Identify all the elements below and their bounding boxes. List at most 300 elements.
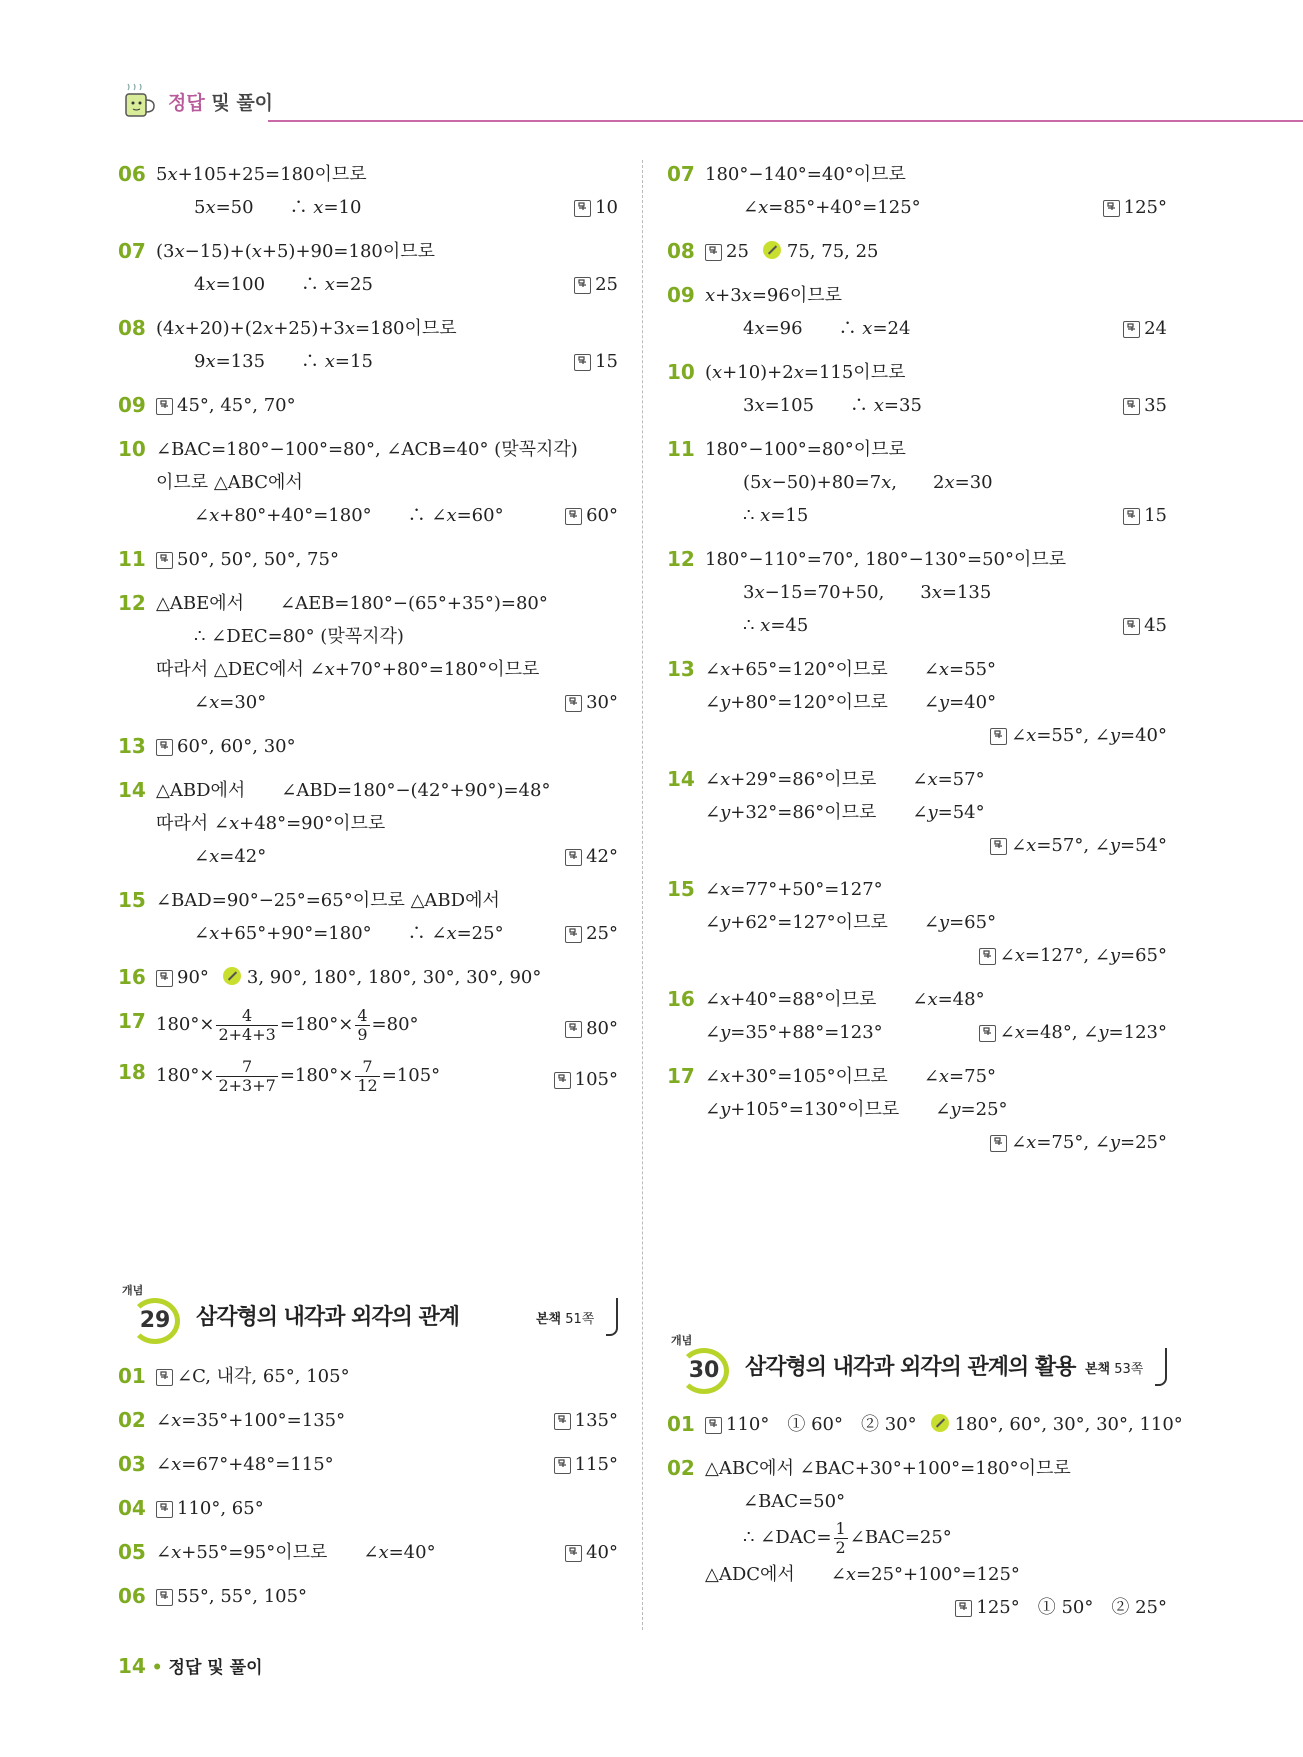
final-answer-value: ∠𝑥=55°, ∠𝑦=40° [1011,725,1167,746]
section-30-heading [667,1332,1167,1388]
final-answer [554,1448,618,1481]
solution-text: ∠𝑥=85°+40°=125° [743,197,921,218]
section-title: 삼각형의 내각과 외각의 관계의 활용 [745,1355,1076,1380]
problem-number: 11 [667,437,695,461]
problem-number: 16 [667,987,695,1011]
answer-box-icon [565,508,582,525]
solution-text: 따라서 ∠𝑥+48°=90°이므로 [156,813,386,834]
solution-line [118,191,618,224]
problem-number: 18 [118,1060,146,1084]
answer-item [118,774,618,873]
solution-line [118,884,618,917]
problem-number: 12 [667,547,695,571]
fraction-numerator: 4 [357,1005,368,1025]
answer-item [667,1408,1183,1441]
pencil-icon [763,241,781,259]
solution-text: =105° [381,1065,441,1086]
answer-box-icon [565,926,582,943]
answer-item [667,356,1167,422]
solution-text: =180°× [279,1014,354,1035]
solution-line [667,1093,1167,1126]
answer-item [667,235,1167,268]
page-number: 14 [118,1654,146,1678]
solution-line [118,499,618,532]
section-reference: 본책 51쪽 [536,1312,595,1327]
section-bracket [1155,1348,1167,1386]
fraction-numerator: 4 [216,1007,277,1026]
final-answer [990,1126,1167,1159]
solution-text: 55°, 55°, 105° [177,1586,308,1607]
solution-text: ∴ 𝑥=45 [743,615,809,636]
answer-item [118,433,618,532]
fraction-numerator: 7 [216,1058,277,1077]
right-column [667,158,1167,1170]
answer-box-icon [979,948,996,965]
solution-text: ∠𝑦+80°=120°이므로 ∠𝑦=40° [705,692,997,713]
solution-text: 5𝑥+105+25=180이므로 [156,164,367,185]
answer-item [118,730,618,763]
problem-number: 15 [118,888,146,912]
page-footer: 14 • 정답 및 풀이 [118,1654,263,1678]
final-answer-value: ∠𝑥=127°, ∠𝑦=65° [999,945,1167,966]
problem-number: 09 [118,393,146,417]
solution-text: ∠𝑥+29°=86°이므로 ∠𝑥=57° [705,769,985,790]
solution-text: (4𝑥+20)+(2𝑥+25)+3𝑥=180이므로 [156,318,457,339]
fraction-denominator: 9 [357,1024,368,1044]
header-title: 정답 및 풀이 [168,92,274,114]
fraction-denominator: 2+3+7 [218,1075,276,1095]
solution-text: 3𝑥=105 ∴ 𝑥=35 [743,395,922,416]
answer-box-icon [1123,321,1140,338]
answer-box-icon [565,1021,582,1038]
solution-text: ∠𝑥+80°+40°=180° ∴ ∠𝑥=60° [194,505,504,526]
solution-text: ∠BAC=25° [849,1527,952,1548]
final-answer [979,939,1167,972]
final-answer [1123,609,1167,642]
problem-number: 02 [667,1456,695,1480]
problem-number: 01 [667,1412,695,1436]
answer-item [667,543,1167,642]
answer-box-icon [156,1501,173,1518]
solution-line [667,499,1167,532]
solution-text: 180°× [156,1065,215,1086]
solution-line [667,906,1167,939]
answer-box-icon [1103,200,1120,217]
solution-text: ∠𝑦+62°=127°이므로 ∠𝑦=65° [705,912,997,933]
fraction-numerator: 1 [835,1518,846,1538]
answer-box-icon [1123,398,1140,415]
answer-box-icon [990,838,1007,855]
final-answer [565,840,618,873]
problem-number: 14 [667,767,695,791]
section-title: 삼각형의 내각과 외각의 관계 [196,1305,460,1330]
answer-box-icon [565,849,582,866]
problem-number: 08 [667,239,695,263]
solution-line [667,796,1167,829]
final-answer [565,1009,618,1049]
answer-item [667,279,1167,345]
fraction [216,1058,277,1095]
answer-box-icon [574,277,591,294]
solution-text: ∠𝑥=30° [194,692,267,713]
answer-item [118,1536,618,1569]
final-answer-value: 125° ① 50° ② 25° [976,1597,1167,1618]
solution-line [667,686,1167,719]
solution-line [118,1056,618,1096]
fill-in-answer: 180°, 60°, 30°, 30°, 110° [954,1414,1183,1435]
final-answer-value: 30° [586,692,618,713]
solution-text: ∠𝑥+30°=105°이므로 ∠𝑥=75° [705,1066,997,1087]
final-answer-value: 25 [595,274,618,295]
solution-text: 9𝑥=135 ∴ 𝑥=15 [194,351,373,372]
answer-item [118,158,618,224]
final-answer [955,1591,1167,1624]
solution-line [667,1485,1167,1518]
solution-text: =80° [371,1014,419,1035]
solution-text: 따라서 △DEC에서 ∠𝑥+70°+80°=180°이므로 [156,659,540,680]
solution-text: ∴ ∠DEC=80° (맞꼭지각) [194,626,404,647]
final-answer-value: ∠𝑥=57°, ∠𝑦=54° [1011,835,1167,856]
solution-text: =180°× [279,1065,354,1086]
left-section29-answers [118,1360,618,1624]
answer-item [118,235,618,301]
final-answer-value: 60° [586,505,618,526]
fraction [355,1007,369,1044]
section-label: 개념 [122,1284,144,1297]
answer-box-icon [156,552,173,569]
solution-text: 50°, 50°, 50°, 75° [177,549,339,570]
answer-item [118,543,618,576]
answer-item [667,873,1167,972]
fraction [834,1520,848,1557]
answer-box-icon [574,200,591,217]
solution-text: 110° ① 60° ② 30° [726,1414,917,1435]
solution-text: △ABE에서 ∠AEB=180°−(65°+35°)=80° [156,593,548,614]
answer-box-icon [955,1600,972,1617]
solution-line [667,763,1167,796]
solution-text: ∠C, 내각, 65°, 105° [177,1366,350,1387]
answer-box-icon [554,1072,571,1089]
solution-line [118,1536,618,1569]
solution-line [667,609,1167,642]
solution-line [667,543,1167,576]
problem-number: 15 [667,877,695,901]
solution-line [118,620,618,653]
solution-text: ∠BAC=50° [743,1491,846,1512]
solution-line [118,807,618,840]
solution-line [667,312,1167,345]
solution-line [118,730,618,763]
final-answer-value: 115° [574,1454,618,1475]
fraction-denominator: 2 [835,1537,846,1557]
solution-text: ∠BAD=90°−25°=65°이므로 △ABD에서 [156,890,500,911]
final-answer [565,1536,618,1569]
solution-line [118,1005,618,1045]
answer-box-icon [554,1457,571,1474]
answer-item [118,587,618,719]
solution-line [667,279,1167,312]
answer-box-icon [565,1545,582,1562]
solution-line [118,235,618,268]
problem-number: 10 [118,437,146,461]
left-column [118,158,618,1107]
solution-line [667,158,1167,191]
answer-box-icon [574,354,591,371]
fill-in-answer: 75, 75, 25 [786,241,879,262]
answer-box-icon [705,244,722,261]
solution-text: 180°× [156,1014,215,1035]
final-answer-value: 125° [1123,197,1167,218]
problem-number: 11 [118,547,146,571]
solution-text: 180°−110°=70°, 180°−130°=50°이므로 [705,549,1067,570]
answer-box-icon [156,1589,173,1606]
answer-item [667,1060,1167,1159]
solution-text: ∠BAC=180°−100°=80°, ∠ACB=40° (맞꼭지각) [156,439,578,460]
answer-item [118,1580,618,1613]
solution-text: ∠𝑥+55°=95°이므로 ∠𝑥=40° [156,1542,436,1563]
answer-item [667,763,1167,862]
cup-icon [120,80,156,120]
solution-text: ∠𝑥=35°+100°=135° [156,1410,346,1431]
right-section30-answers [667,1408,1183,1635]
problem-number: 06 [118,1584,146,1608]
section-number: 29 [130,1298,180,1344]
solution-line [118,840,618,873]
final-answer [1123,499,1167,532]
solution-line [667,873,1167,906]
solution-text: ∠𝑦=35°+88°=123° [705,1022,883,1043]
problem-number: 12 [118,591,146,615]
solution-text: ∠𝑥=67°+48°=115° [156,1454,334,1475]
answer-item [667,433,1167,532]
solution-text: ∴ ∠DAC= [743,1527,832,1548]
solution-line [667,356,1167,389]
answer-box-icon [565,695,582,712]
answer-item [118,1056,618,1096]
solution-line [118,686,618,719]
final-answer [1103,191,1167,224]
solution-line [118,433,618,466]
final-answer [990,719,1167,752]
problem-number: 14 [118,778,146,802]
problem-number: 17 [118,1009,146,1033]
final-answer-value: ∠𝑥=75°, ∠𝑦=25° [1011,1132,1167,1153]
final-answer-value: 35 [1144,395,1167,416]
answer-box-icon [990,1135,1007,1152]
solution-line [667,576,1167,609]
solution-line [667,433,1167,466]
fraction-numerator: 7 [355,1058,379,1077]
solution-line [118,774,618,807]
section-label: 개념 [671,1334,693,1347]
fraction-denominator: 2+4+3 [218,1024,276,1044]
solution-line [118,543,618,576]
solution-text: (3𝑥−15)+(𝑥+5)+90=180이므로 [156,241,436,262]
solution-line [667,1452,1167,1485]
page-header [118,80,1303,120]
answer-box-icon [156,739,173,756]
problem-number: 16 [118,965,146,989]
solution-line [118,1580,618,1613]
solution-line [118,345,618,378]
problem-number: 10 [667,360,695,384]
answer-item [118,1360,618,1393]
final-answer-value: 105° [574,1069,618,1090]
section-29-heading [118,1282,618,1338]
solution-text: (𝑥+10)+2𝑥=115이므로 [705,362,906,383]
final-answer [574,268,618,301]
final-answer-value: 80° [586,1018,618,1039]
solution-text: ∠𝑥=42° [194,846,267,867]
answer-item [118,1005,618,1045]
solution-line [667,1518,1167,1558]
solution-text: △ABC에서 ∠BAC+30°+100°=180°이므로 [705,1458,1071,1479]
final-answer [565,917,618,950]
problem-number: 07 [118,239,146,263]
section-reference: 본책 53쪽 [1085,1362,1144,1377]
solution-text: 90° [177,967,209,988]
solution-text: ∠𝑥+65°=120°이므로 ∠𝑥=55° [705,659,997,680]
final-answer [979,1016,1167,1049]
solution-text: (5𝑥−50)+80=7𝑥, 2𝑥=30 [743,472,993,493]
solution-text: 이므로 △ABC에서 [156,472,303,493]
solution-text: ∠𝑥+65°+90°=180° ∴ ∠𝑥=25° [194,923,504,944]
fraction [216,1007,277,1044]
answer-item [667,653,1167,752]
answer-item [118,1404,618,1437]
solution-text: △ABD에서 ∠ABD=180°−(42°+90°)=48° [156,780,551,801]
final-answer-value: 135° [574,1410,618,1431]
answer-item [667,983,1167,1049]
header-rule [268,120,1303,122]
solution-text: 3𝑥−15=70+50, 3𝑥=135 [743,582,992,603]
solution-text: 110°, 65° [177,1498,264,1519]
answer-box-icon [1123,618,1140,635]
solution-line [667,1060,1167,1093]
problem-number: 06 [118,162,146,186]
pencil-icon [931,1414,949,1432]
solution-line [667,191,1167,224]
final-answer [1123,312,1167,345]
section-bracket [606,1298,618,1336]
solution-line [118,268,618,301]
solution-line [118,961,618,994]
answer-box-icon [554,1413,571,1430]
solution-line [118,1492,618,1525]
final-answer-value: 25° [586,923,618,944]
fraction-denominator: 12 [357,1075,378,1095]
solution-line [118,389,618,422]
solution-text: 4𝑥=100 ∴ 𝑥=25 [194,274,373,295]
problem-number: 09 [667,283,695,307]
solution-line [667,1408,1183,1441]
solution-text: 25 [726,241,749,262]
solution-text: ∴ 𝑥=15 [743,505,809,526]
fraction [355,1058,379,1095]
answer-item [667,158,1167,224]
problem-number: 02 [118,1408,146,1432]
final-answer-value: 15 [595,351,618,372]
final-answer-value: 15 [1144,505,1167,526]
final-answer [554,1060,618,1100]
solution-line [118,1360,618,1393]
solution-line [667,1126,1167,1159]
fill-in-answer: 3, 90°, 180°, 180°, 30°, 30°, 90° [246,967,542,988]
solution-line [667,939,1167,972]
answer-box-icon [979,1025,996,1042]
solution-line [667,653,1167,686]
solution-line [667,983,1167,1016]
solution-line [667,719,1167,752]
answer-item [118,884,618,950]
final-answer [990,829,1167,862]
solution-line [118,1404,618,1437]
final-answer [554,1404,618,1437]
solution-line [118,1448,618,1481]
final-answer [565,686,618,719]
final-answer-value: 10 [595,197,618,218]
answer-box-icon [156,970,173,987]
final-answer-value: 24 [1144,318,1167,339]
solution-text: 45°, 45°, 70° [177,395,296,416]
answer-item [118,961,618,994]
final-answer-value: ∠𝑥=48°, ∠𝑦=123° [999,1022,1167,1043]
solution-text: 60°, 60°, 30° [177,736,296,757]
solution-text: ∠𝑥=77°+50°=127° [705,879,883,900]
final-answer-value: 45 [1144,615,1167,636]
answer-item [118,312,618,378]
answer-item [118,389,618,422]
final-answer [1123,389,1167,422]
problem-number: 07 [667,162,695,186]
final-answer [565,499,618,532]
answer-item [118,1492,618,1525]
final-answer [574,191,618,224]
problem-number: 08 [118,316,146,340]
final-answer-value: 40° [586,1542,618,1563]
section-number: 30 [679,1348,729,1394]
problem-number: 13 [667,657,695,681]
solution-line [667,1016,1167,1049]
answer-box-icon [156,1369,173,1386]
footer-label: 정답 및 풀이 [168,1658,263,1678]
solution-text: ∠𝑦+105°=130°이므로 ∠𝑦=25° [705,1099,1008,1120]
solution-line [667,1591,1167,1624]
solution-line [118,158,618,191]
pencil-icon [223,967,241,985]
solution-line [118,466,618,499]
solution-line [118,653,618,686]
solution-line [118,587,618,620]
problem-number: 01 [118,1364,146,1388]
problem-number: 13 [118,734,146,758]
final-answer [574,345,618,378]
solution-text: ∠𝑦+32°=86°이므로 ∠𝑦=54° [705,802,985,823]
problem-number: 04 [118,1496,146,1520]
solution-line [667,1558,1167,1591]
solution-line [667,235,1167,268]
problem-number: 17 [667,1064,695,1088]
solution-text: 𝑥+3𝑥=96이므로 [705,285,842,306]
solution-line [667,466,1167,499]
answer-box-icon [156,398,173,415]
answer-item [667,1452,1167,1624]
answer-box-icon [990,728,1007,745]
solution-line [667,389,1167,422]
solution-line [118,917,618,950]
column-divider [642,160,643,1630]
solution-text: ∠𝑥+40°=88°이므로 ∠𝑥=48° [705,989,985,1010]
